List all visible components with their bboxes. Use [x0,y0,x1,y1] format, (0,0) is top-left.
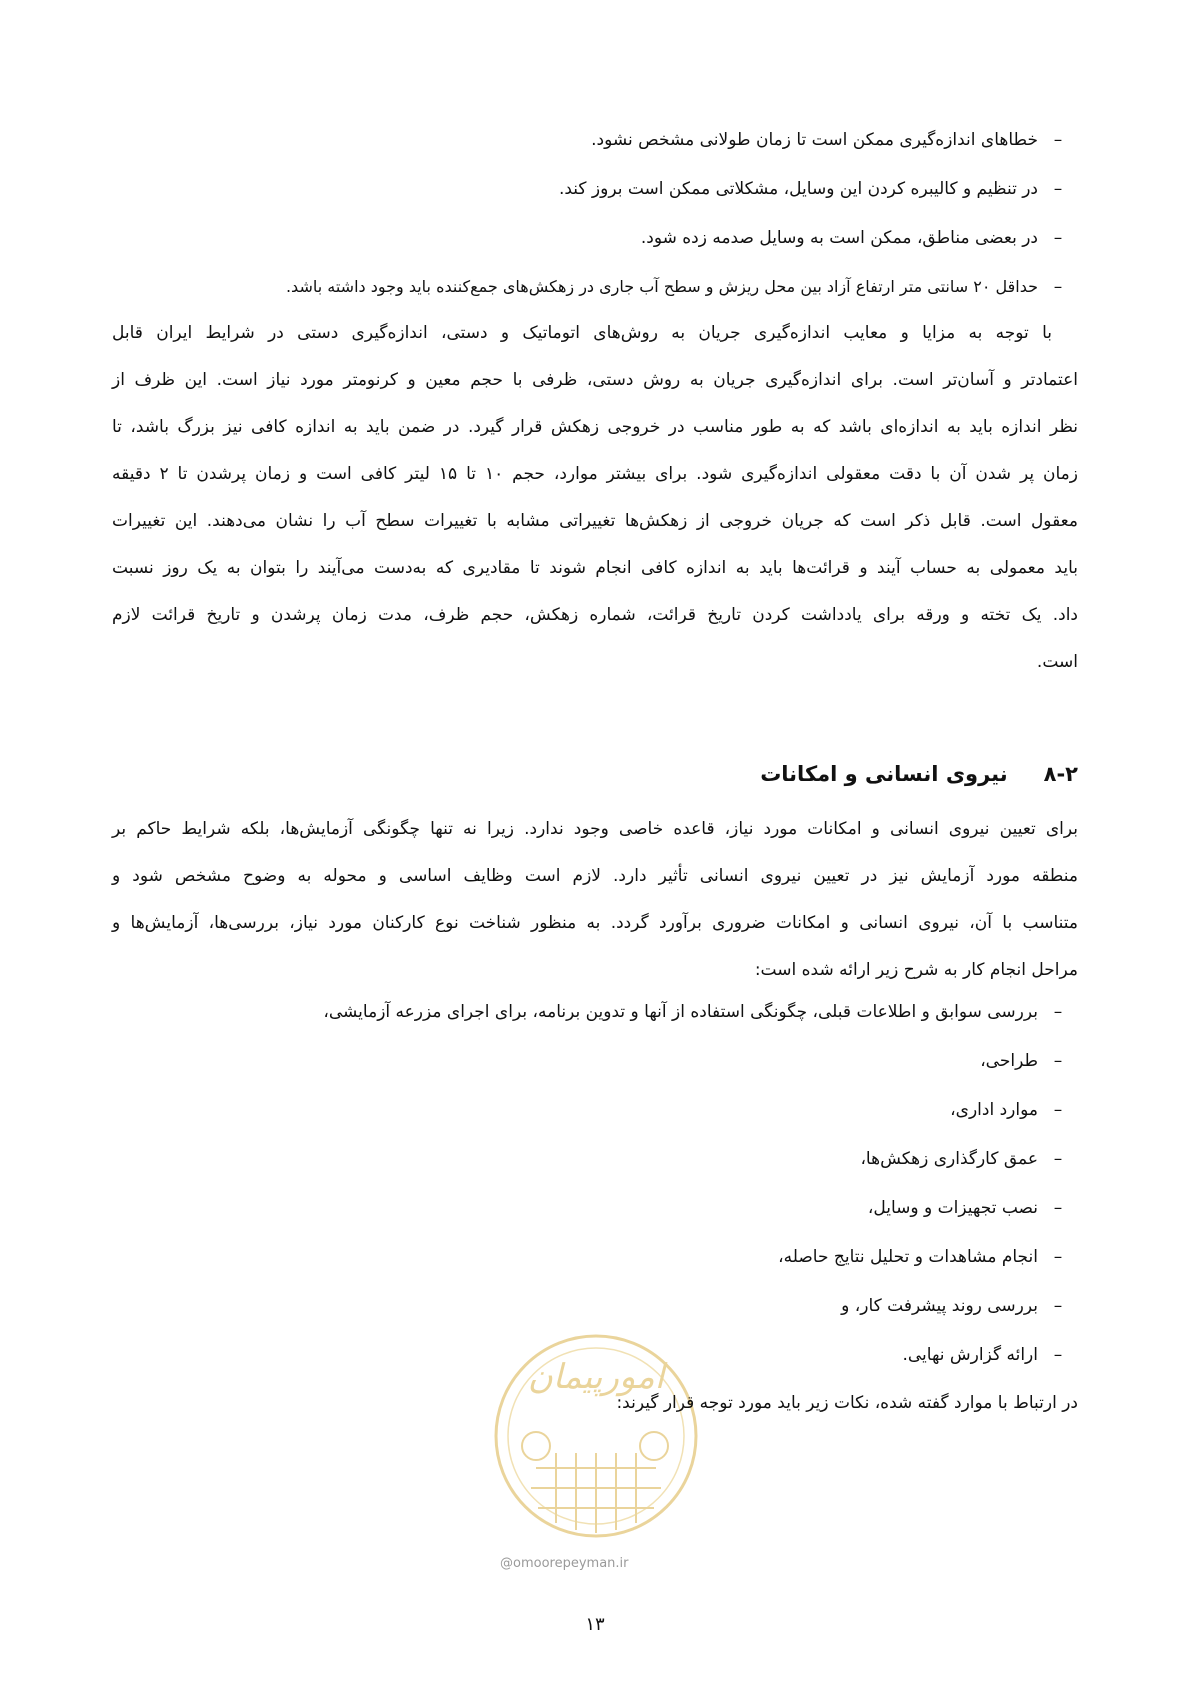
closing-line-text: در ارتباط با موارد گفته شده، نکات زیر باید مورد توجه قرار گیرند: [616,1393,1078,1413]
dash-icon: – [1053,130,1063,150]
list-item [323,1196,1078,1245]
list-item-text: نصب تجهیزات و وسایل، [867,1198,1038,1218]
list-item [286,177,1078,226]
dash-icon: – [1053,1100,1063,1120]
paragraph-flow-measurement [112,310,1078,686]
paragraph-line: مراحل انجام کار به شرح زیر ارائه شده است: [754,960,1078,980]
list-item-text: در تنظیم و کالیبره کردن این وسایل، مشکلاتی ممکن است بروز کند. [558,179,1038,199]
paragraph-line: زمان پر شدن آن با دقت معقولی اندازه‌گیری شود. برای بیشتر موارد، حجم ۱۰ تا ۱۵ لیتر کافی است و زمان پرشدن تا ۲ دقیقه [112,464,1078,484]
closing-line [616,1391,1078,1415]
paragraph-line: است. [1036,652,1078,672]
section-heading [760,762,1078,786]
watermark-url: @omoorepeyman.ir [500,1556,629,1571]
paragraph-line: متناسب با آن، نیروی انسانی و امکانات ضروری برآورد گردد. به منظور شناخت نوع کارکنان مورد نیاز، بررسی‌ها، آزمایش‌ها و [112,913,1078,933]
paragraph-line: معقول است. قابل ذکر است که جریان خروجی از زهکش‌ها تغییراتی مشابه با تغییرات سطح آب را نشان می‌دهند. این تغییرات [112,511,1078,531]
list-item-text: موارد اداری، [950,1100,1038,1120]
watermark-logo-text: امورپیمان [527,1357,665,1397]
watermark-grid [531,1453,661,1533]
top-bullet-list [286,128,1078,324]
list-item [323,1245,1078,1294]
paragraph-line: نظر اندازه باید به اندازه‌ای باشد که به طور مناسب در خروجی زهکش قرار گیرد. در ضمن باید به اندازه کافی نیز بزرگ باشد، تا [112,417,1078,437]
page-number: ۱۳ [585,1614,605,1635]
paragraph-line: برای تعیین نیروی انسانی و امکانات مورد نیاز، قاعده خاصی وجود ندارد. زیرا نه تنها چگونگی آزمایش‌ها، بلکه شرایط حاکم بر [112,819,1078,839]
dash-icon: – [1053,228,1063,248]
watermark-logo [476,1318,716,1578]
list-item-text: انجام مشاهدات و تحلیل نتایج حاصله، [778,1247,1038,1267]
list-item [286,128,1078,177]
paragraph-line: اعتمادتر و آسان‌تر است. برای اندازه‌گیری جریان به روش دستی، ظرفی با حجم معین و کرنومتر مورد نیاز است. این ظرف از [112,370,1078,390]
dash-icon: – [1053,1002,1063,1022]
closing-line-row [616,1391,1078,1415]
list-item [323,1000,1078,1049]
section-number: ۸-۲ [1043,762,1078,786]
list-item-text: بررسی روند پیشرفت کار، و [841,1296,1038,1316]
dash-icon: – [1053,1296,1063,1316]
paragraph-line: داد. یک تخته و ورقه برای یادداشت کردن تاریخ قرائت، شماره زهکش، حجم ظرف، مدت زمان پرشدن و تاریخ قرائت لازم [112,605,1078,625]
paragraph-line: با توجه به مزایا و معایب اندازه‌گیری جریان به روش‌های اتوماتیک و دستی، اندازه‌گیری دستی در شرایط ایران قابل [112,323,1052,343]
paragraph-manpower [112,806,1078,994]
list-item-text: عمق کارگذاری زهکش‌ها، [860,1149,1038,1169]
list-item-text: حداقل ۲۰ سانتی متر ارتفاع آزاد بین محل ریزش و سطح آب جاری در زهکش‌های جمع‌کننده باید وجود داشته باشد. [285,277,1038,296]
list-item-text: بررسی سوابق و اطلاعات قبلی، چگونگی استفاده از آنها و تدوین برنامه، برای اجرای مزرعه آزمایشی، [323,1002,1038,1022]
list-item [323,1098,1078,1147]
list-item [323,1049,1078,1098]
dash-icon: – [1053,1247,1063,1267]
dash-icon: – [1053,1345,1063,1365]
scale-icon [522,1432,550,1460]
list-item-text: طراحی، [980,1051,1038,1071]
dash-icon: – [1053,1051,1063,1071]
list-item [323,1147,1078,1196]
dash-icon: – [1053,179,1063,199]
list-item-text: در بعضی مناطق، ممکن است به وسایل صدمه زده شود. [640,228,1038,248]
gear-icon [640,1432,668,1460]
list-item-text: خطاهای اندازه‌گیری ممکن است تا زمان طولانی مشخص نشود. [591,130,1038,150]
dash-icon: – [1053,277,1063,297]
list-item-text: ارائه گزارش نهایی. [902,1345,1038,1365]
dash-icon: – [1053,1198,1063,1218]
paragraph-line: منطقه مورد آزمایش نیز در تعیین نیروی انسانی تأثیر دارد. لازم است وظایف اساسی و محوله به وضوح مشخص شود و [112,866,1078,886]
paragraph-line: باید معمولی به حساب آیند و قرائت‌ها باید به اندازه کافی انجام شوند تا مقادیری که به‌دست می‌آیند را بتوان به یک روز نسبت [112,558,1078,578]
list-item [286,226,1078,275]
dash-icon: – [1053,1149,1063,1169]
section-title: نیروی انسانی و امکانات [760,762,1008,786]
